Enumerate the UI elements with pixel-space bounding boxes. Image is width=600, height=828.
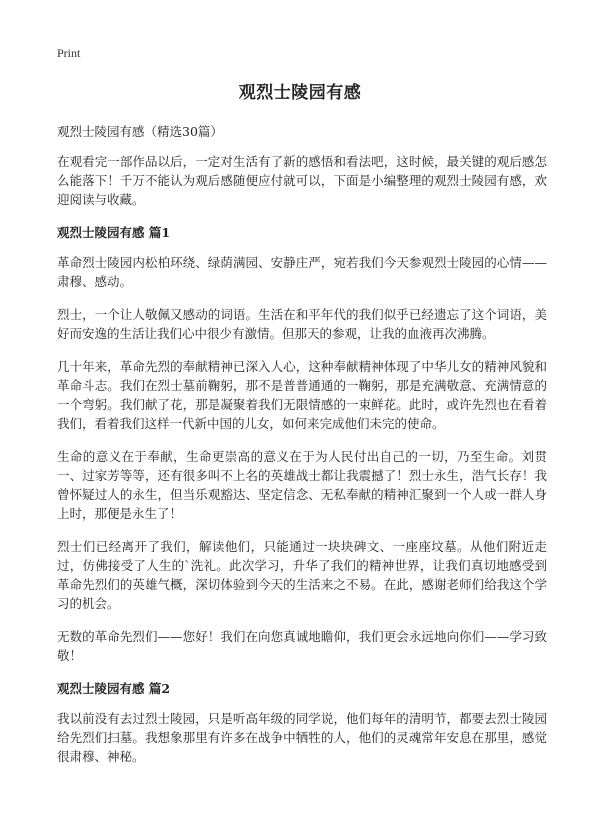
paragraph: 我以前没有去过烈士陵园，只是听高年级的同学说，他们每年的清明节，都要去烈士陵园给先烈们扫墓。我想象那里有许多在战争中牺牲的人，他们的灵魂常年安息在那里，感觉很肃穆、神秘。 [57, 711, 547, 764]
page-title: 观烈士陵园有感 [238, 83, 362, 103]
article-subtitle: 观烈士陵园有感（精选30篇） [57, 124, 223, 139]
print-link[interactable]: Print [57, 46, 81, 60]
section-heading-2: 观烈士陵园有感 篇2 [57, 681, 171, 696]
section-heading-1: 观烈士陵园有感 篇1 [57, 225, 171, 240]
paragraph: 烈士，一个让人敬佩又感动的词语。生活在和平年代的我们似乎已经遗忘了这个词语，美好而安逸的生活让我们心中很少有激情。但那天的参观，让我的血液再次沸腾。 [57, 307, 547, 341]
paragraph: 革命烈士陵园内松柏环绕、绿荫满园、安静庄严，宛若我们今天参观烈士陵园的心情——肃穆、感动。 [57, 255, 547, 289]
paragraph: 烈士们已经离开了我们，解读他们，只能通过一块块碑文、一座座坟墓。从他们附近走过，仿佛接受了人生的`洗礼。此次学习，升华了我们的精神世界，让我们真切地感受到革命先烈们的英雄气概，深切体验到今天的生活来之不易。在此，感谢老师们给我这个学习的机会。 [57, 539, 547, 611]
paragraph: 几十年来，革命先烈的奉献精神已深入人心，这种奉献精神体现了中华儿女的精神风貌和革命斗志。我们在烈士墓前鞠躬，那不是普普通通的一鞠躬，那是充满敬意、充满情意的一个弯躬。我们献了花，那是凝聚着我们无限情感的一束鲜花。此时，或许先烈也在看着我们，看着我们这样一代新中国的儿女，如何来完成他们未完的使命。 [57, 359, 547, 431]
article-body [57, 122, 547, 780]
paragraph: 无数的革命先烈们——您好！我们在向您真诚地瞻仰，我们更会永远地向你们——学习致敬！ [57, 629, 547, 663]
paragraph: 生命的意义在于奉献，生命更崇高的意义在于为人民付出自己的一切，乃至生命。刘贯一、过家芳等等，还有很多叫不上名的英雄战士都让我震撼了！烈士永生，浩气长存！我曾怀疑过人的永生，但当乐观豁达、坚定信念、无私奉献的精神汇聚到一个人或一群人身上时，那便是永生了！ [57, 449, 547, 521]
intro-paragraph: 在观看完一部作品以后，一定对生活有了新的感悟和看法吧，这时候，最关键的观后感怎么能落下！千万不能认为观后感随便应付就可以，下面是小编整理的观烈士陵园有感，欢迎阅读与收藏。 [57, 154, 547, 207]
